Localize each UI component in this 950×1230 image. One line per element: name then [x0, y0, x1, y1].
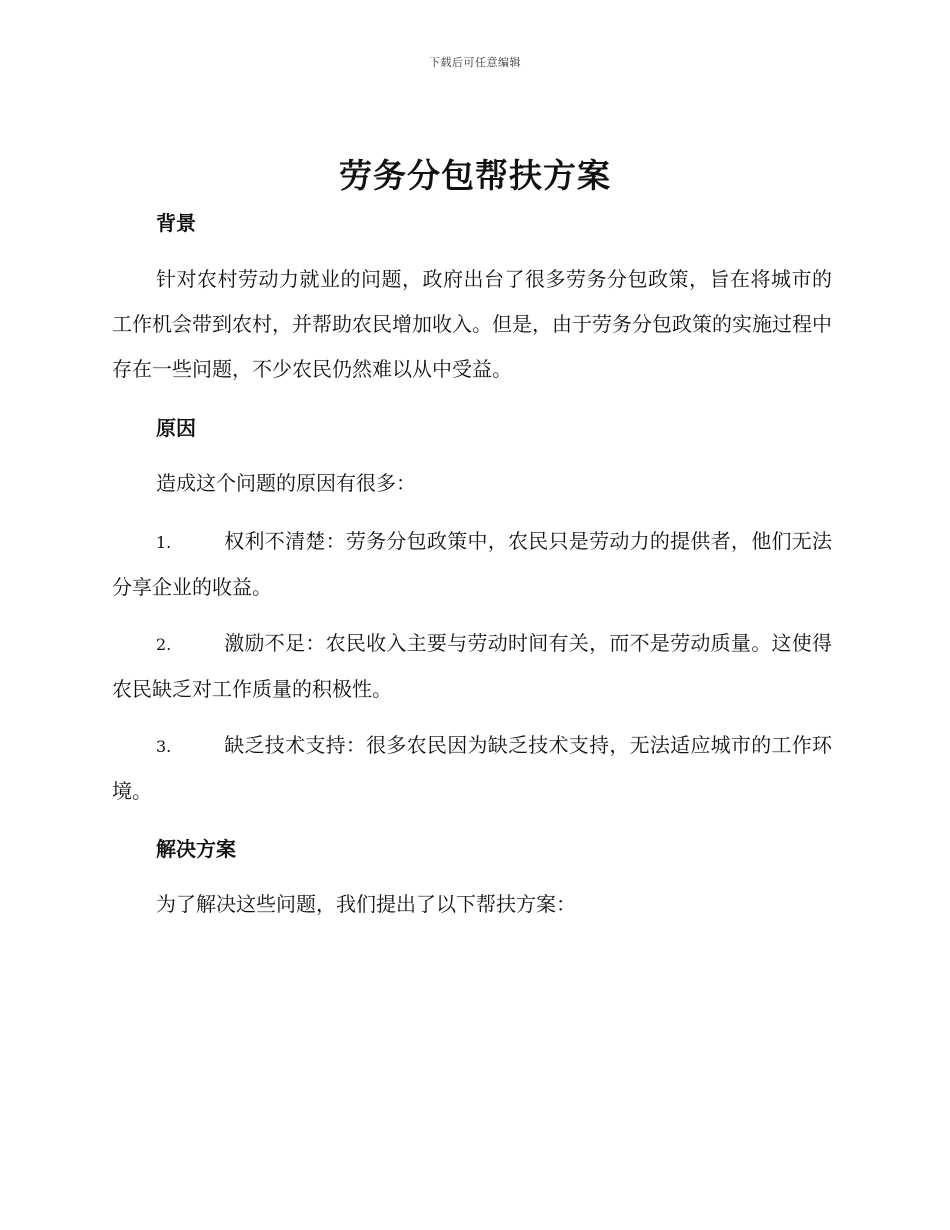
list-number: 2. — [156, 635, 172, 654]
section-heading-background: 背景 — [156, 211, 196, 235]
document-title: 劳务分包帮扶方案 — [339, 156, 611, 195]
cause-item-2 — [112, 621, 832, 712]
list-text: 激励不足：农民收入主要与劳动时间有关，而不是劳动质量。这使得农民缺乏对工作质量的积极性。 — [112, 631, 832, 701]
section-heading-causes: 原因 — [156, 416, 196, 440]
section-heading-solutions: 解决方案 — [156, 837, 236, 861]
list-text: 缺乏技术支持：很多农民因为缺乏技术支持，无法适应城市的工作环境。 — [112, 733, 832, 803]
list-number: 1. — [156, 533, 172, 552]
list-number: 3. — [156, 737, 172, 756]
background-paragraph: 针对农村劳动力就业的问题，政府出台了很多劳务分包政策，旨在将城市的工作机会带到农村，并帮助农民增加收入。但是，由于劳务分包政策的实施过程中存在一些问题，不少农民仍然难以从中受益。 — [112, 267, 832, 381]
cause-item-3 — [112, 723, 832, 814]
list-text: 权利不清楚：劳务分包政策中，农民只是劳动力的提供者，他们无法分享企业的收益。 — [112, 529, 832, 599]
page-header-note: 下载后可任意编辑 — [429, 56, 521, 69]
solutions-intro: 为了解决这些问题，我们提出了以下帮扶方案： — [156, 892, 576, 916]
cause-item-1 — [112, 519, 832, 610]
causes-intro: 造成这个问题的原因有很多： — [156, 471, 416, 495]
